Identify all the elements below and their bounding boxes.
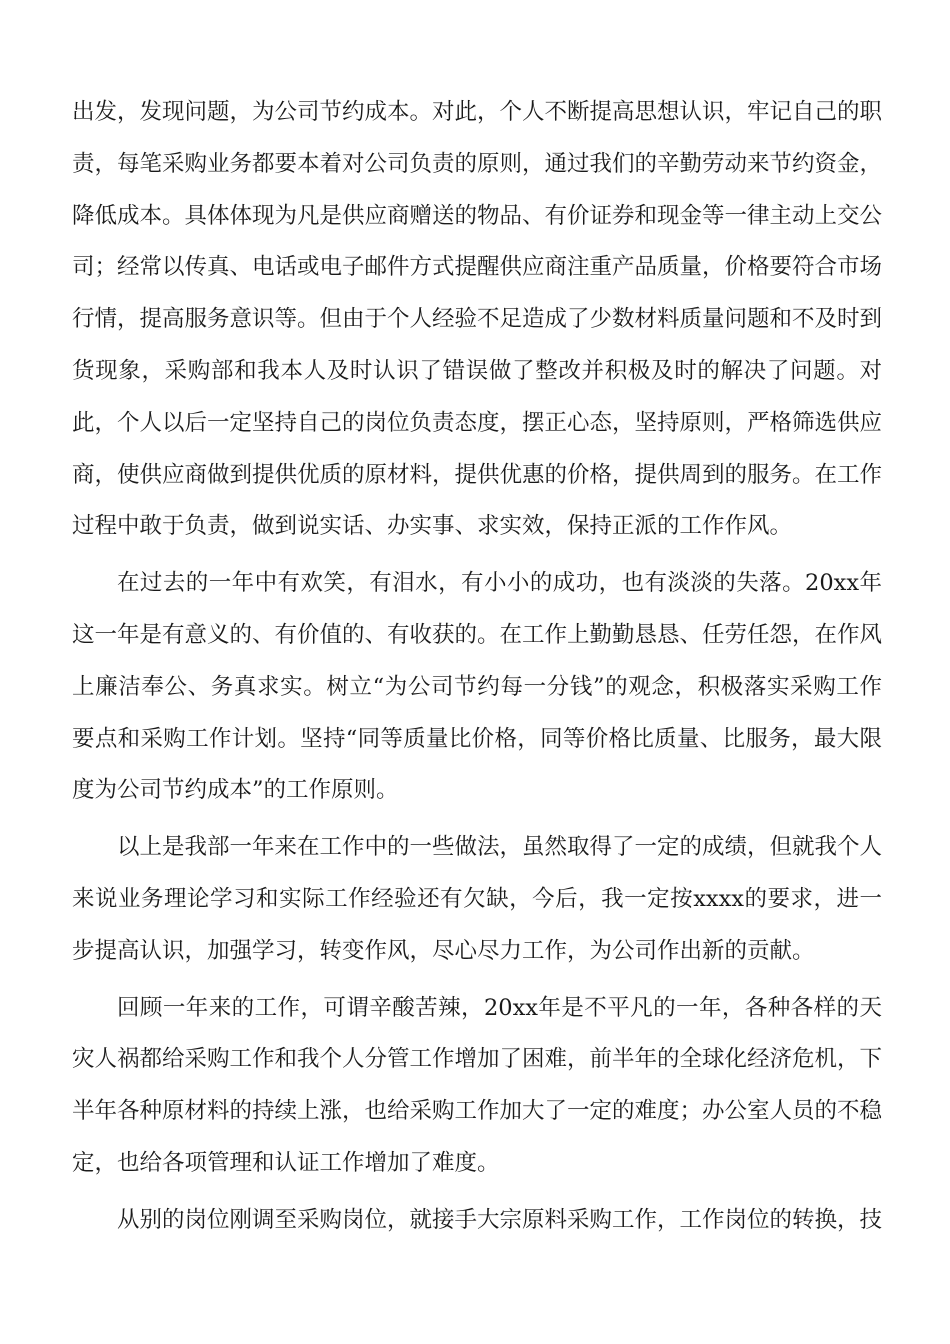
paragraph-past-year: 在过去的一年中有欢笑，有泪水，有小小的成功，也有淡淡的失落。20xx年这一年是有意义的、有价值的、有收获的。在工作上勤勤恳恳、任劳任怨，在作风上廉洁奉公、务真求实。树立“为公司节约每一分钱”的观念，积极落实采购工作要点和采购工作计划。坚持“同等质量比价格，同等价格比质量、比服务，最大限度为公司节约成本”的工作原则。	[72, 570, 883, 804]
paragraph-review: 回顾一年来的工作，可谓辛酸苦辣，20xx年是不平凡的一年，各种各样的天灾人祸都给采购工作和我个人分管工作增加了困难，前半年的全球化经济危机，下半年各种原材料的持续上涨，也给采购工作加大了一定的难度；办公室人员的不稳定，也给各项管理和认证工作增加了难度。	[72, 994, 883, 1176]
paragraph-cost-saving: 出发，发现问题，为公司节约成本。对此，个人不断提高思想认识，牢记自己的职责，每笔采购业务都要本着对公司负责的原则，通过我们的辛勤劳动来节约资金，降低成本。具体体现为凡是供应商赠送的物品、有价证券和现金等一律主动上交公司；经常以传真、电话或电子邮件方式提醒供应商注重产品质量，价格要符合市场行情，提高服务意识等。但由于个人经验不足造成了少数材料质量问题和不及时到货现象，采购部和我本人及时认识了错误做了整改并积极及时的解决了问题。对此，个人以后一定坚持自己的岗位负责态度，摆正心态，坚持原则，严格筛选供应商，使供应商做到提供优质的原材料，提供优惠的价格，提供周到的服务。在工作过程中敢于负责，做到说实话、办实事、求实效，保持正派的工作作风。	[72, 99, 883, 540]
document-body	[72, 87, 882, 1252]
paragraph-summary: 以上是我部一年来在工作中的一些做法，虽然取得了一定的成绩，但就我个人来说业务理论学习和实际工作经验还有欠缺，今后，我一定按xxxx的要求，进一步提高认识，加强学习，转变作风，尽心尽力工作，为公司作出新的贡献。	[72, 834, 883, 964]
paragraph-new-position: 从别的岗位刚调至采购岗位，就接手大宗原料采购工作，工作岗位的转换，技	[117, 1206, 883, 1233]
